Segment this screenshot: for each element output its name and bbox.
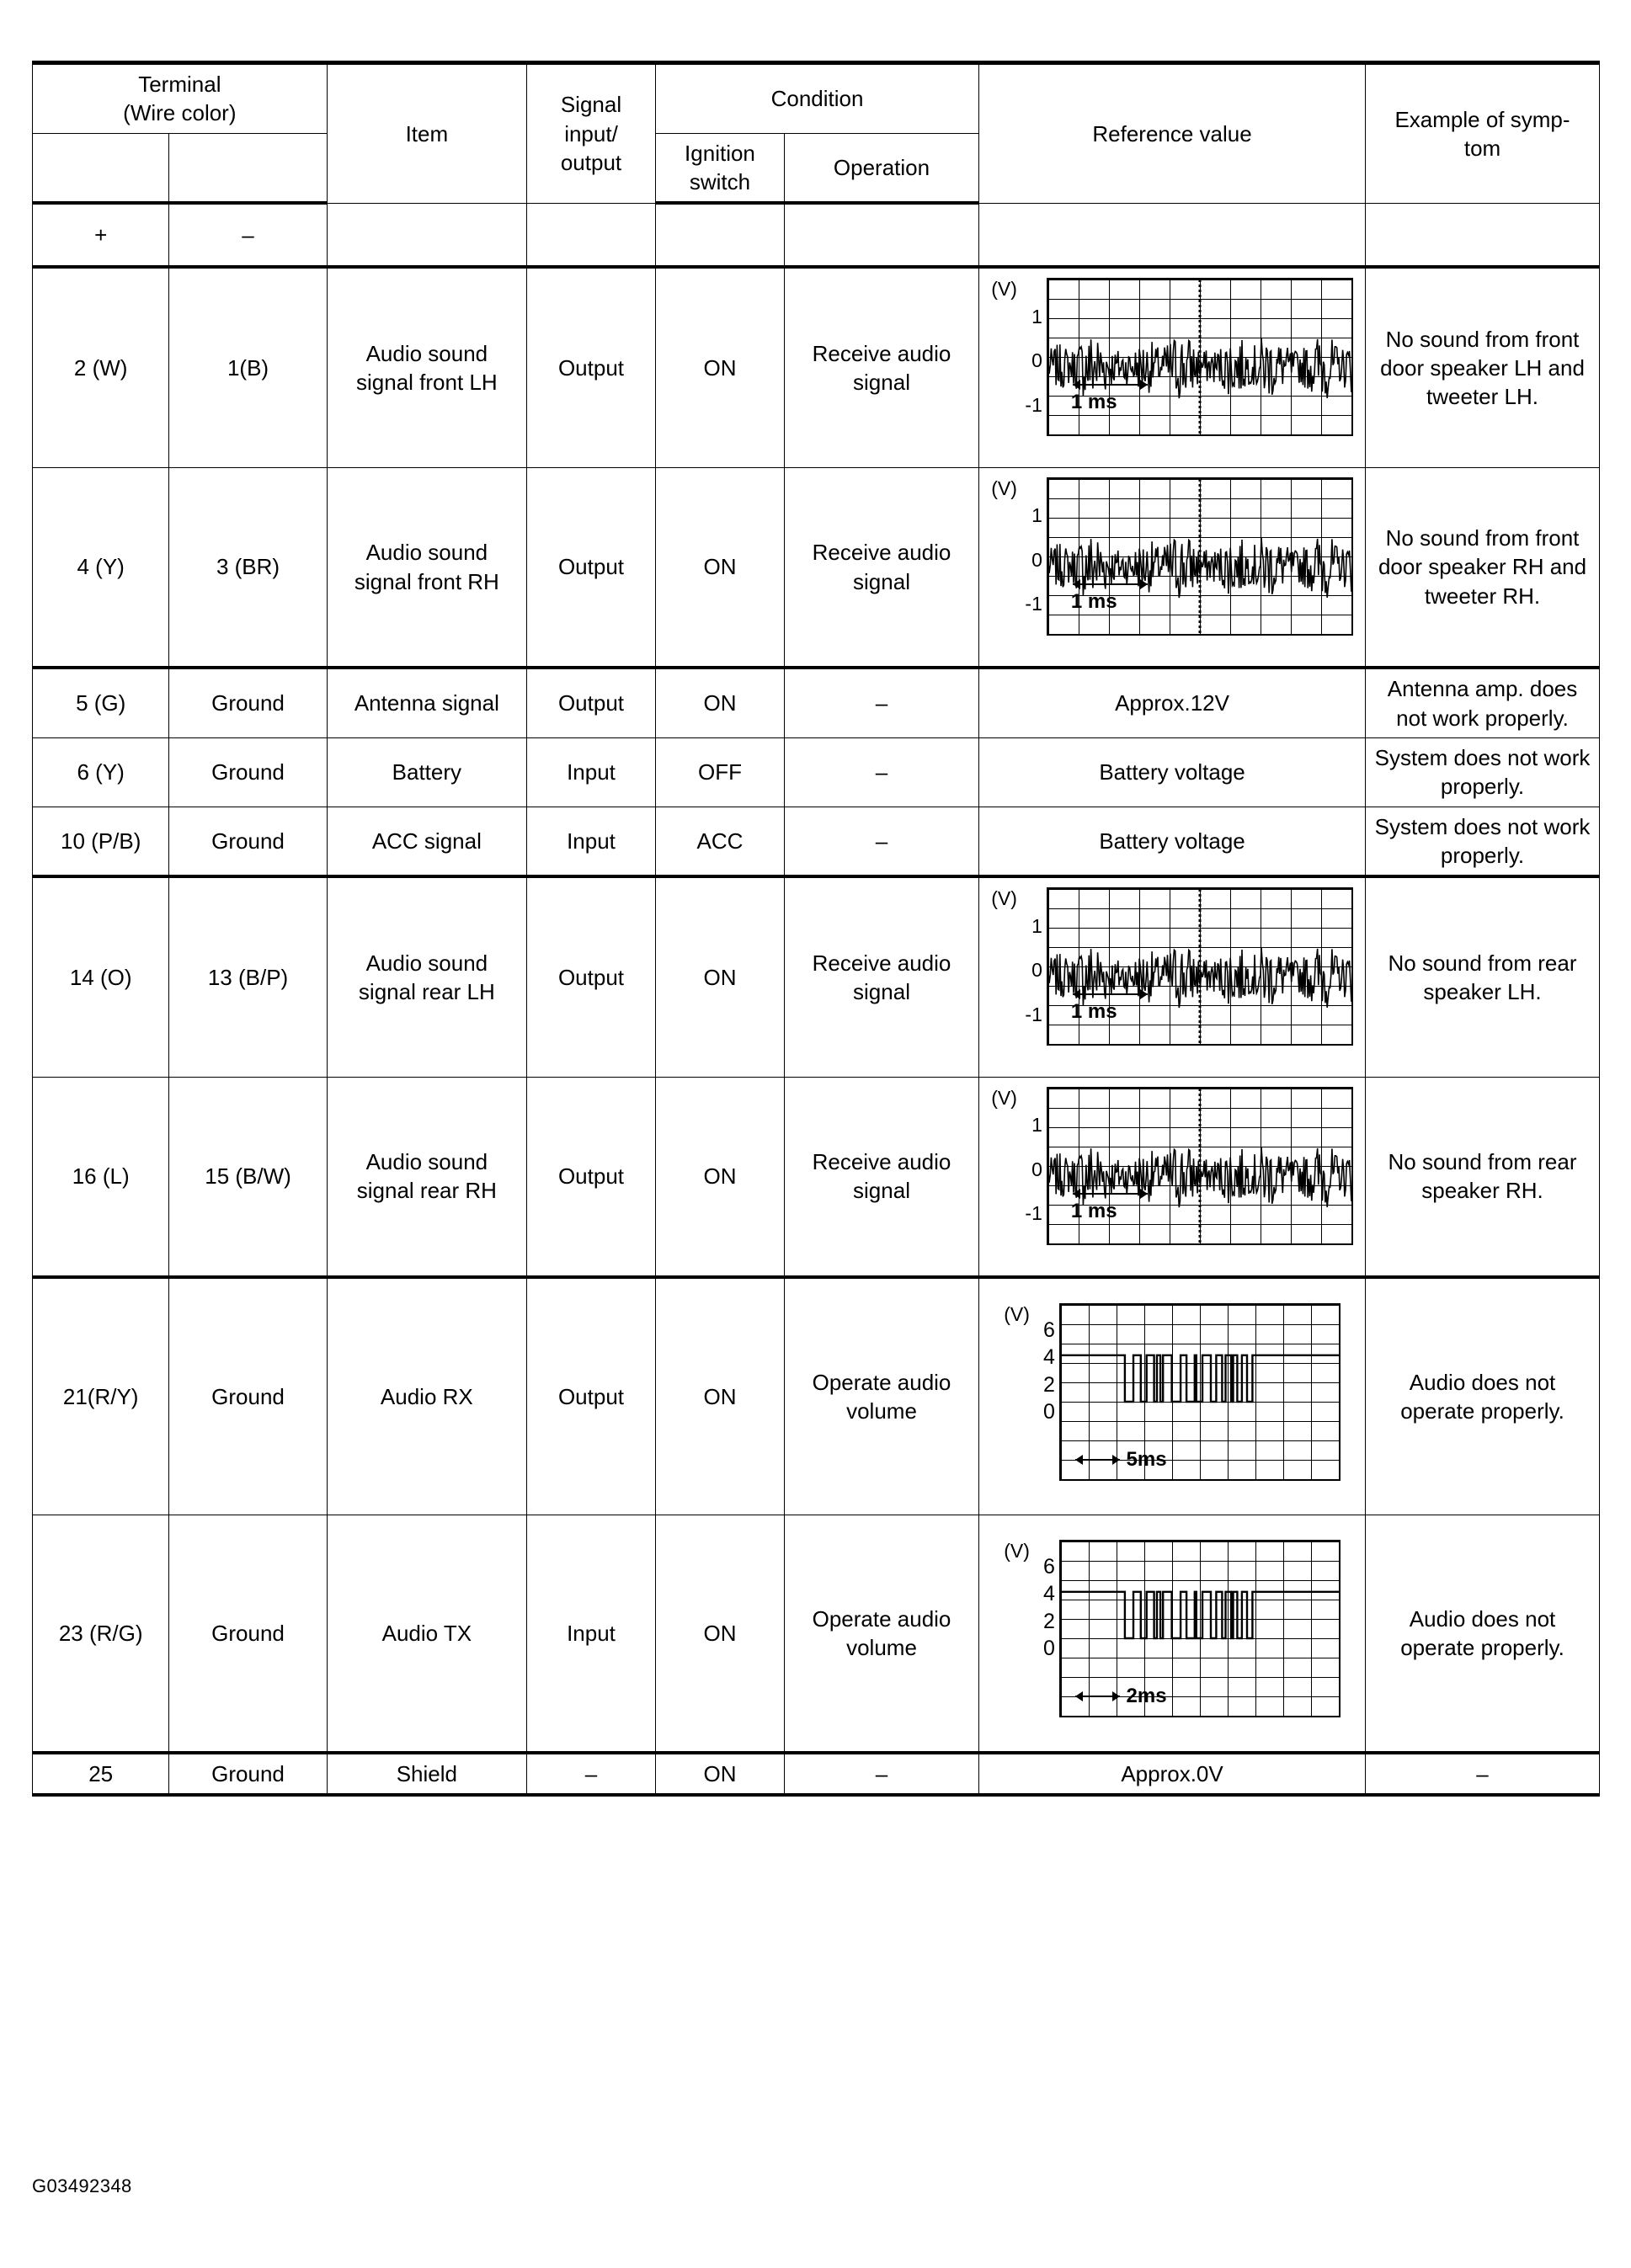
cell-terminal-plus: 6 (Y) xyxy=(33,737,169,807)
header-ignition-line1: Ignition xyxy=(685,140,755,166)
scope-y-axis: 6 4 2 0 xyxy=(1042,1318,1055,1424)
cell-terminal-plus: 16 (L) xyxy=(33,1077,169,1277)
figure-code: G03492348 xyxy=(32,2175,132,2196)
table-row xyxy=(33,668,1600,737)
cell-reference-value xyxy=(979,1753,1366,1795)
header-terminal-spacer xyxy=(33,133,169,203)
table-row xyxy=(33,267,1600,467)
cell-ignition-switch: ON xyxy=(655,1515,784,1754)
table-row xyxy=(33,1077,1600,1277)
cell-example-symptom: No sound from front door speaker RH and tweeter RH. xyxy=(1366,467,1600,668)
reference-value-text: Battery voltage xyxy=(1099,828,1245,854)
scope-timebase xyxy=(1071,993,1150,1025)
cell-example-symptom: – xyxy=(1366,1753,1600,1795)
cell-signal-io: Output xyxy=(527,668,656,737)
header-condition: Condition xyxy=(655,63,978,134)
scope-y-axis: 1 0 -1 xyxy=(1025,504,1042,615)
cell-ignition-switch: ON xyxy=(655,1277,784,1515)
header-item: Item xyxy=(327,63,526,204)
scope-y-axis: 6 4 2 0 xyxy=(1042,1554,1055,1660)
cell-reference-value xyxy=(979,876,1366,1077)
cell-terminal-plus: 4 (Y) xyxy=(33,467,169,668)
scope-y-axis: 1 0 -1 xyxy=(1025,914,1042,1025)
cell-example-symptom: System does not work properly. xyxy=(1366,807,1600,876)
cell-signal-io: Input xyxy=(527,1515,656,1754)
header-operation-pad xyxy=(784,203,978,267)
header-signal-pad xyxy=(527,203,656,267)
header-polarity-row xyxy=(33,203,1600,267)
reference-value-text: Approx.12V xyxy=(1115,690,1229,716)
scope-timebase xyxy=(1071,583,1150,615)
header-reference-pad xyxy=(979,203,1366,267)
table-row xyxy=(33,1753,1600,1795)
scope-grid xyxy=(1047,887,1353,1046)
cell-ignition-switch: OFF xyxy=(655,737,784,807)
cell-operation: Receive audio signal xyxy=(784,467,978,668)
cell-terminal-minus: 15 (B/W) xyxy=(169,1077,327,1277)
cell-item: ACC signal xyxy=(327,807,526,876)
cell-operation: – xyxy=(784,737,978,807)
cell-reference-value xyxy=(979,267,1366,467)
cell-ignition-switch: ON xyxy=(655,1077,784,1277)
scope-timebase-label: 1 ms xyxy=(1070,1000,1117,1024)
table-body xyxy=(33,267,1600,1795)
header-plus: + xyxy=(33,203,169,267)
oscilloscope-digital xyxy=(1004,1303,1341,1494)
oscilloscope-audio xyxy=(991,1087,1353,1271)
header-example-symptom xyxy=(1366,63,1600,204)
header-signal-io-line2: input/ xyxy=(564,120,618,146)
header-example-pad xyxy=(1366,203,1600,267)
scope-unit-label: (V) xyxy=(991,278,1017,301)
cell-item: Battery xyxy=(327,737,526,807)
header-terminal-spacer-2 xyxy=(169,133,327,203)
reference-value-text: Approx.0V xyxy=(1121,1761,1223,1787)
cell-item: Shield xyxy=(327,1753,526,1795)
cell-terminal-plus: 2 (W) xyxy=(33,267,169,467)
scope-timebase-label: 2ms xyxy=(1126,1685,1167,1708)
cell-operation: – xyxy=(784,668,978,737)
cell-example-symptom: Audio does not operate properly. xyxy=(1366,1515,1600,1754)
cell-item: Antenna signal xyxy=(327,668,526,737)
scope-timebase-label: 1 ms xyxy=(1070,589,1117,613)
cell-signal-io: Output xyxy=(527,267,656,467)
cell-ignition-switch: ON xyxy=(655,876,784,1077)
cell-operation: Receive audio signal xyxy=(784,1077,978,1277)
cell-signal-io: Output xyxy=(527,876,656,1077)
cell-item: Audio sound signal rear LH xyxy=(327,876,526,1077)
scope-y-axis: 1 0 -1 xyxy=(1025,305,1042,416)
cell-item: Audio sound signal front LH xyxy=(327,267,526,467)
cell-terminal-plus: 23 (R/G) xyxy=(33,1515,169,1754)
cell-terminal-plus: 21(R/Y) xyxy=(33,1277,169,1515)
oscilloscope-audio xyxy=(991,477,1353,662)
header-minus: – xyxy=(169,203,327,267)
scope-unit-label: (V) xyxy=(1004,1540,1030,1563)
cell-signal-io: Input xyxy=(527,737,656,807)
scope-grid xyxy=(1059,1303,1341,1481)
header-reference-value: Reference value xyxy=(979,63,1366,204)
scope-unit-label: (V) xyxy=(991,476,1017,499)
cell-terminal-minus: 1(B) xyxy=(169,267,327,467)
cell-operation: – xyxy=(784,807,978,876)
cell-terminal-minus: Ground xyxy=(169,807,327,876)
cell-ignition-switch: ON xyxy=(655,668,784,737)
cell-terminal-minus: Ground xyxy=(169,668,327,737)
header-item-pad xyxy=(327,203,526,267)
cell-item: Audio sound signal rear RH xyxy=(327,1077,526,1277)
header-signal-io-line1: Signal xyxy=(560,92,622,118)
table-header xyxy=(33,63,1600,268)
oscilloscope-audio xyxy=(991,278,1353,462)
cell-signal-io: – xyxy=(527,1753,656,1795)
cell-operation: Receive audio signal xyxy=(784,267,978,467)
scope-grid xyxy=(1047,278,1353,436)
header-example-line1: Example of symp- xyxy=(1394,106,1570,132)
oscilloscope-digital xyxy=(1004,1540,1341,1731)
cell-operation: Receive audio signal xyxy=(784,876,978,1077)
cell-example-symptom: No sound from front door speaker LH and tweeter LH. xyxy=(1366,267,1600,467)
cell-item: Audio sound signal front RH xyxy=(327,467,526,668)
header-signal-io xyxy=(527,63,656,204)
cell-terminal-plus: 14 (O) xyxy=(33,876,169,1077)
header-ignition-pad xyxy=(655,203,784,267)
cell-operation: Operate audio volume xyxy=(784,1277,978,1515)
cell-terminal-minus: 3 (BR) xyxy=(169,467,327,668)
table-row xyxy=(33,1277,1600,1515)
cell-terminal-plus: 5 (G) xyxy=(33,668,169,737)
scope-unit-label: (V) xyxy=(991,1086,1017,1109)
header-operation: Operation xyxy=(784,133,978,203)
cell-signal-io: Output xyxy=(527,1277,656,1515)
cell-example-symptom: Antenna amp. does not work properly. xyxy=(1366,668,1600,737)
table-row xyxy=(33,876,1600,1077)
cell-terminal-minus: Ground xyxy=(169,1753,327,1795)
cell-ignition-switch: ON xyxy=(655,1753,784,1795)
cell-ignition-switch: ACC xyxy=(655,807,784,876)
cell-reference-value xyxy=(979,1077,1366,1277)
header-ignition-line2: switch xyxy=(689,168,751,194)
scope-timebase xyxy=(1071,1193,1150,1225)
cell-ignition-switch: ON xyxy=(655,267,784,467)
scope-timebase xyxy=(1071,384,1150,416)
scope-timebase-label: 5ms xyxy=(1126,1448,1167,1472)
cell-terminal-minus: 13 (B/P) xyxy=(169,876,327,1077)
cell-reference-value xyxy=(979,1277,1366,1515)
cell-reference-value xyxy=(979,807,1366,876)
header-terminal-group xyxy=(33,63,328,134)
cell-example-symptom: No sound from rear speaker RH. xyxy=(1366,1077,1600,1277)
cell-reference-value xyxy=(979,668,1366,737)
cell-operation: Operate audio volume xyxy=(784,1515,978,1754)
cell-signal-io: Input xyxy=(527,807,656,876)
reference-value-text: Battery voltage xyxy=(1099,759,1245,785)
scope-grid xyxy=(1047,1087,1353,1245)
table-row xyxy=(33,807,1600,876)
scope-timebase xyxy=(1074,1683,1167,1710)
table-row xyxy=(33,737,1600,807)
header-terminal-line2: (Wire color) xyxy=(123,100,237,126)
cell-reference-value xyxy=(979,1515,1366,1754)
cell-ignition-switch: ON xyxy=(655,467,784,668)
cell-item: Audio TX xyxy=(327,1515,526,1754)
cell-reference-value xyxy=(979,467,1366,668)
cell-item: Audio RX xyxy=(327,1277,526,1515)
header-signal-io-line3: output xyxy=(560,150,622,176)
scope-unit-label: (V) xyxy=(991,887,1017,910)
terminal-inspection-table xyxy=(32,61,1600,1797)
cell-terminal-minus: Ground xyxy=(169,737,327,807)
scope-y-axis: 1 0 -1 xyxy=(1025,1114,1042,1224)
cell-terminal-minus: Ground xyxy=(169,1515,327,1754)
cell-example-symptom: System does not work properly. xyxy=(1366,737,1600,807)
cell-terminal-minus: Ground xyxy=(169,1277,327,1515)
scope-timebase xyxy=(1074,1446,1167,1473)
oscilloscope-audio xyxy=(991,887,1353,1072)
cell-example-symptom: No sound from rear speaker LH. xyxy=(1366,876,1600,1077)
scope-timebase-label: 1 ms xyxy=(1070,1199,1117,1222)
table-row xyxy=(33,467,1600,668)
cell-terminal-plus: 25 xyxy=(33,1753,169,1795)
cell-reference-value xyxy=(979,737,1366,807)
cell-signal-io: Output xyxy=(527,467,656,668)
header-example-line2: tom xyxy=(1463,135,1501,161)
header-ignition-switch xyxy=(655,133,784,203)
table-row xyxy=(33,1515,1600,1754)
scope-grid xyxy=(1059,1540,1341,1717)
cell-terminal-plus: 10 (P/B) xyxy=(33,807,169,876)
cell-operation: – xyxy=(784,1753,978,1795)
cell-example-symptom: Audio does not operate properly. xyxy=(1366,1277,1600,1515)
header-terminal-line1: Terminal xyxy=(138,72,221,97)
cell-signal-io: Output xyxy=(527,1077,656,1277)
scope-unit-label: (V) xyxy=(1004,1303,1030,1326)
scope-grid xyxy=(1047,477,1353,636)
scope-timebase-label: 1 ms xyxy=(1070,391,1117,414)
